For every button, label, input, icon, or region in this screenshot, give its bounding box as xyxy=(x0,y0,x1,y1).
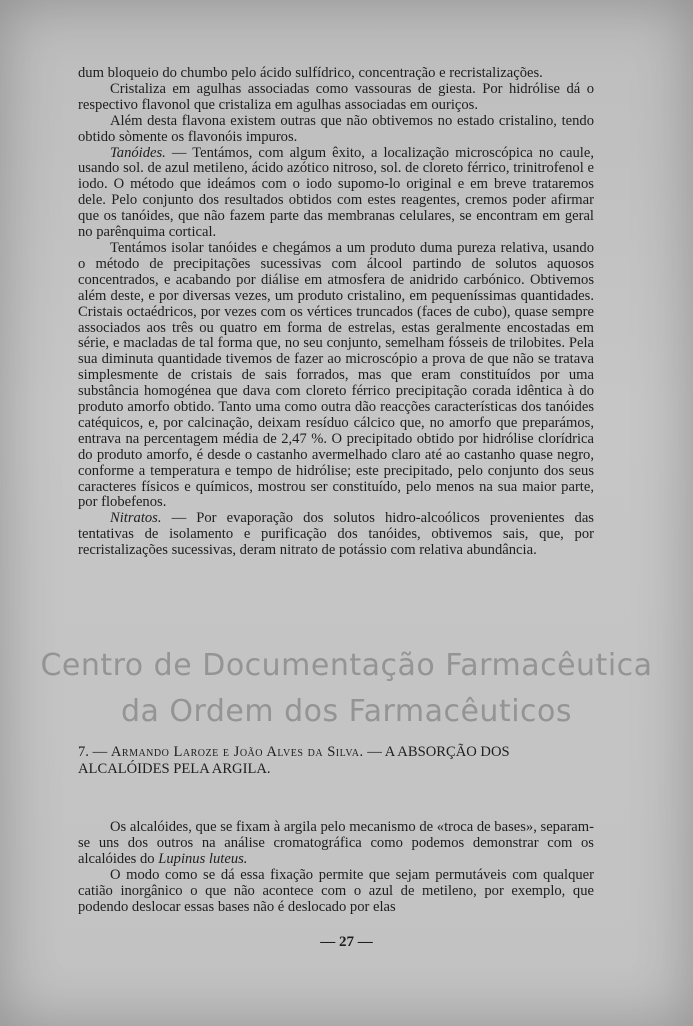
paragraph-nitratos xyxy=(78,511,594,559)
page-number: — 27 — xyxy=(320,934,373,950)
section-title-line-2: ALCALÓIDES PELA ARGILA. xyxy=(78,761,271,777)
section-title-line-1: A ABSORÇÃO DOS xyxy=(384,744,510,760)
paragraph: Tentámos isolar tanóides e chegámos a um produto duma pureza relativa, usando o método de precipitações sucessivas com álcool partindo de solutos aquosos concentrados, e acabando por diálise em atmosfera de anidrido carbónico. Obtivemos além deste, e por diversas vezes, um produto cristalino, em pequeníssimas quantidades. Cristais octaédricos, por vezes com os vértices truncados (faces de cubo), quase sempre associados aos três ou quatro em forma de estrelas, estas geralmente encostadas em série, e macladas de tal forma que, no seu conjunto, semelham fósseis de trilobites. Pela sua diminuta quantidade tivemos de fazer ao microscópio a prova de que não se tratava simplesmente de cristais de sais forrados, mas que eram constituídos por uma substância homogénea que dava com cloreto férrico precipitação corada idêntica à do produto amorfo obtido. Tanto uma como outra dão reacções características dos tanóides catéquicos, e, por calcinação, deixam resíduo cálcico que, no amorfo que preparámos, entrava na percentagem média de 2,47 %. O precipitado obtido por hidrólise clorídrica do produto amorfo, é desde o castanho avermelhado claro até ao castanho quase negro, conforme a temperatura e tempo de hidrólise; este precipitado, pelo conjunto dos seus caracteres físicos e químicos, mostrou ser constituído, pelo menos na sua maior parte, por flobefenos. xyxy=(78,239,594,511)
paragraph: O modo como se dá essa fixação permite que sejam permutáveis com qualquer catião inorgânico o que não acontece com o azul de metileno, por exemplo, que podendo deslocar essas bases não é deslocado por elas xyxy=(78,866,594,915)
paragraph-text: Os alcalóides, que se fixam à argila pelo mecanismo de «troca de bases», separam-se uns dos outros na análise cromatográfica como podemos demonstrar com os alcalóides do xyxy=(78,819,594,867)
paragraph: Cristaliza em agulhas associadas como vassouras de giesta. Por hidrólise dá o respectivo flavonol que cristaliza em agulhas associadas em ouriços. xyxy=(78,80,594,113)
paragraph: dum bloqueio do chumbo pelo ácido sulfídrico, concentração e recristalizações. xyxy=(78,65,543,81)
paragraph: Além desta flavona existem outras que não obtivemos no estado cristalino, tendo obtido sòmente os flavonóis impuros. xyxy=(78,112,594,145)
paragraph-taninos xyxy=(78,146,594,241)
section-heading: 7. — Armando Laroze e João Alves da Silva. — A ABSORÇÃO DOS ALCALÓIDES PELA ARGILA. xyxy=(78,744,510,777)
body-text-bottom xyxy=(78,820,594,915)
paragraph xyxy=(78,820,594,868)
section-authors: Armando Laroze e João Alves da Silva. xyxy=(110,744,364,760)
run-in-heading: Nitratos. xyxy=(110,510,162,527)
run-in-heading: Tanóides. xyxy=(110,144,166,161)
paragraph-text: — Tentámos, com algum êxito, a localização microscópica no caule, usando sol. de azul metileno, ácido azótico nitroso, sol. de cloreto férrico, trinitrofenol e iodo. O método que ideámos com o iodo supomo-lo original e em breve trataremos dele. Pelo conjunto dos resultados obtidos com estes reagentes, cremos poder afirmar que os tanóides, que não fazem parte das membranas celulares, se encontram em geral no parênquima cortical. xyxy=(78,144,594,241)
watermark-line-1: Centro de Documentação Farmacêutica xyxy=(40,648,653,683)
species-name: Lupinus luteus. xyxy=(158,850,248,867)
watermark-line-2: da Ordem dos Farmacêuticos xyxy=(120,694,573,729)
section-number: 7. xyxy=(78,744,89,760)
body-text-top xyxy=(78,66,594,559)
paragraph-text: — Por evaporação dos solutos hidro-alcoólicos provenientes das tentativas de isolamento e purificação dos tanóides, obtivemos sais, que, por recristalizações sucessivas, deram nitrato de potássio com relativa abundância. xyxy=(78,510,594,559)
